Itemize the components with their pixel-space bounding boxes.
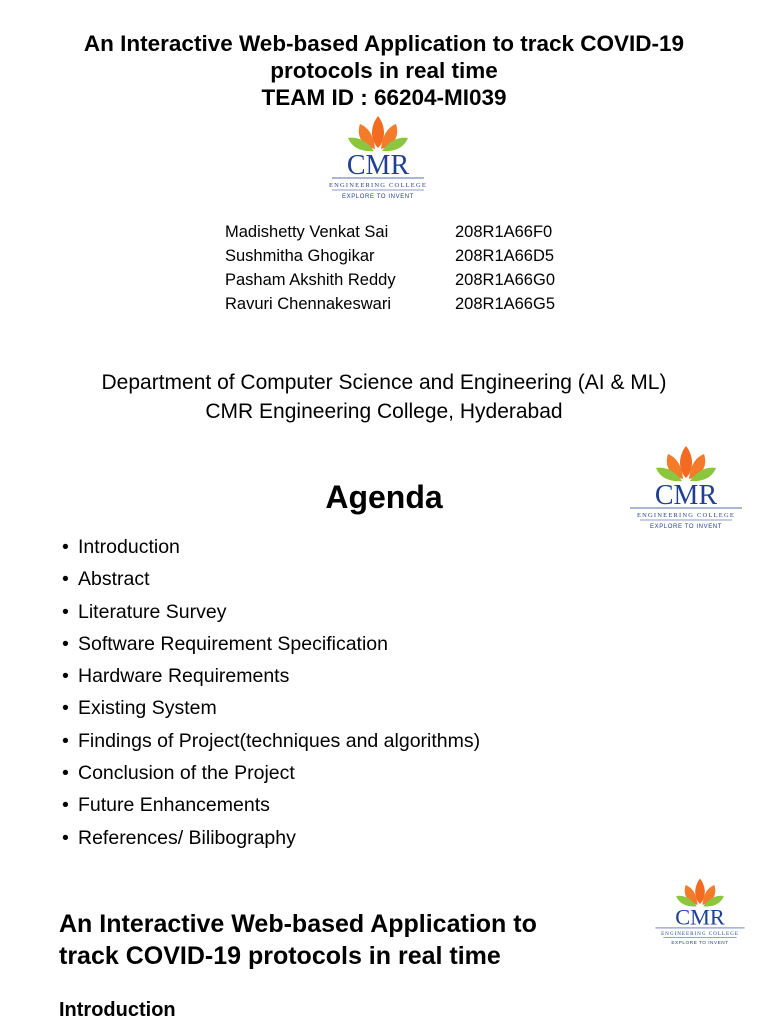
agenda-item bbox=[62, 692, 480, 724]
agenda-item-label: References/ Bilibography bbox=[78, 826, 296, 849]
cmr-college-logo-icon bbox=[625, 444, 747, 532]
member-id: 208R1A66G5 bbox=[455, 295, 555, 313]
member-row bbox=[225, 268, 555, 292]
logo-tagline: EXPLORE TO INVENT bbox=[342, 194, 414, 200]
svg-text:ENGINEERING COLLEGE: ENGINEERING COLLEGE bbox=[636, 512, 736, 519]
logo-subtitle: ENGINEERING COLLEGE bbox=[328, 182, 428, 189]
agenda-item-label: Existing System bbox=[78, 697, 217, 720]
slide1-title-line1: An Interactive Web-based Application to track COVID-19 bbox=[83, 31, 685, 56]
bullet: • bbox=[62, 697, 69, 720]
slide3-title bbox=[59, 908, 639, 972]
agenda-item bbox=[62, 531, 480, 563]
member-row bbox=[225, 220, 555, 244]
agenda-item-label: Software Requirement Specification bbox=[78, 632, 388, 655]
member-row bbox=[225, 244, 555, 268]
bullet: • bbox=[62, 536, 69, 558]
agenda-item bbox=[62, 563, 480, 595]
agenda-item-label: Introduction bbox=[78, 536, 180, 558]
member-name: Sushmitha Ghogikar bbox=[225, 247, 375, 265]
agenda-title: Agenda bbox=[325, 479, 443, 515]
college-name: CMR Engineering College, Hyderabad bbox=[205, 400, 563, 423]
agenda-item bbox=[62, 822, 480, 854]
agenda-item bbox=[62, 596, 480, 628]
agenda-item-label: Abstract bbox=[78, 568, 150, 591]
bullet: • bbox=[62, 794, 69, 817]
svg-text:EXPLORE TO INVENT: EXPLORE TO INVENT bbox=[671, 940, 729, 946]
agenda-list bbox=[62, 531, 480, 854]
bullet: • bbox=[62, 600, 69, 623]
bullet: • bbox=[62, 762, 69, 785]
agenda-item bbox=[62, 789, 480, 821]
slide1-title bbox=[0, 30, 768, 111]
team-members bbox=[225, 220, 555, 316]
bullet: • bbox=[62, 568, 69, 591]
slide3-title-line2: track COVID-19 protocols in real time bbox=[59, 942, 501, 970]
agenda-item-label: Future Enhancements bbox=[78, 794, 270, 817]
department-name: Department of Computer Science and Engineering (AI & ML) bbox=[101, 371, 667, 394]
bullet: • bbox=[62, 665, 69, 688]
svg-text:EXPLORE TO INVENT: EXPLORE TO INVENT bbox=[650, 524, 722, 530]
agenda-item-label: Findings of Project(techniques and algorithms) bbox=[78, 729, 481, 752]
bullet: • bbox=[62, 729, 69, 752]
member-name: Madishetty Venkat Sai bbox=[225, 223, 389, 241]
slide3-title-line1: An Interactive Web-based Application to bbox=[59, 910, 537, 938]
svg-text:ENGINEERING COLLEGE: ENGINEERING COLLEGE bbox=[661, 931, 739, 938]
svg-text:CMR: CMR bbox=[654, 480, 718, 511]
member-row bbox=[225, 292, 555, 316]
agenda-item bbox=[62, 725, 480, 757]
department-block bbox=[0, 368, 768, 426]
agenda-item bbox=[62, 660, 480, 692]
agenda-item bbox=[62, 757, 480, 789]
bullet: • bbox=[62, 826, 69, 849]
member-id: 208R1A66F0 bbox=[455, 223, 553, 241]
member-name: Pasham Akshith Reddy bbox=[225, 271, 396, 289]
cmr-college-logo-icon bbox=[318, 114, 438, 202]
agenda-item-label: Hardware Requirements bbox=[78, 665, 290, 688]
bullet: • bbox=[62, 632, 69, 655]
agenda-item bbox=[62, 628, 480, 660]
team-id: TEAM ID : 66204-MI039 bbox=[261, 85, 507, 110]
lotus-flower-icon bbox=[348, 116, 408, 151]
svg-text:CMR: CMR bbox=[675, 904, 725, 930]
slide1-title-line2: protocols in real time bbox=[270, 58, 498, 83]
logo-letters: CMR bbox=[346, 150, 410, 181]
agenda-item-label: Literature Survey bbox=[78, 600, 227, 623]
agenda-item-label: Conclusion of the Project bbox=[78, 762, 295, 785]
member-id: 208R1A66G0 bbox=[455, 271, 555, 289]
introduction-heading: Introduction bbox=[59, 999, 176, 1021]
cmr-college-logo-icon bbox=[652, 877, 748, 947]
member-id: 208R1A66D5 bbox=[455, 247, 555, 265]
member-name: Ravuri Chennakeswari bbox=[225, 295, 391, 313]
